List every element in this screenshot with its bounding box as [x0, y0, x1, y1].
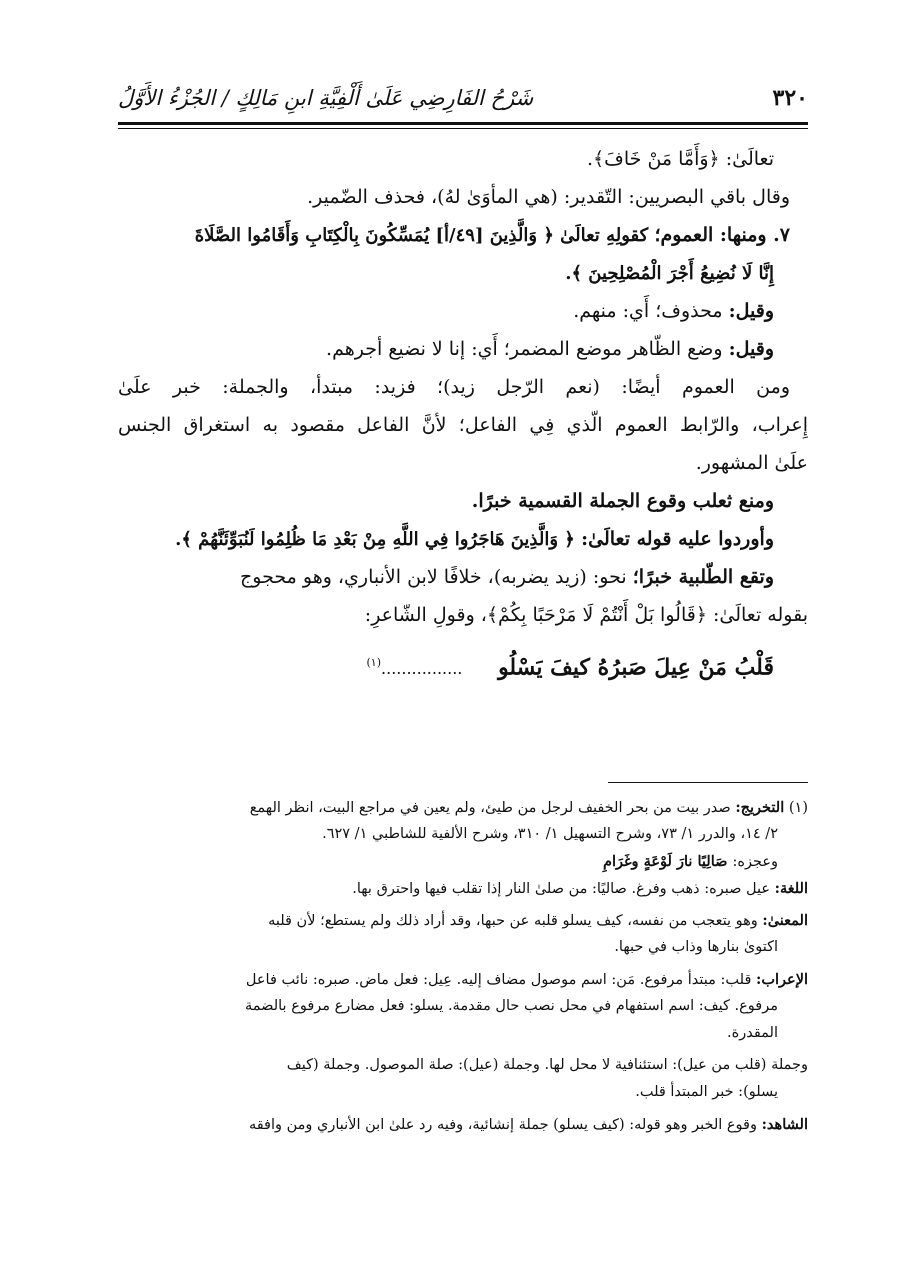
text-line: ٧. ومنها: العموم؛ كقولِهِ تعالَىٰ ﴿ وَالَّذِينَ [٤٩/أ] يُمَسِّكُونَ بِالْكِتَابِ وَأَقَامُوا الصَّلَاةَ — [194, 224, 790, 246]
text-line: إِعراب، والرّابط العموم الّذي فِي الفاعل؛ لأنَّ الفاعل مقصود به استغراق الجنس — [118, 414, 808, 436]
footnote-line: وجملة (قلب من عيل): استئنافية لا محل لها. وجملة (عيل): صلة الموصول. وجملة (كيف — [286, 1057, 808, 1073]
text-line: تعالَىٰ: ﴿وَأَمَّا مَنْ خَافَ﴾. — [587, 148, 774, 170]
footnote-line: الشاهد: وقوع الخبر وهو قوله: (كيف يسلو) جملة إنشائية، وفيه رد علىٰ ابن الأنباري ومن وافقه — [248, 1116, 808, 1133]
poetry-verse — [118, 644, 808, 688]
text-line: إِنَّا لَا نُضِيعُ أَجْرَ الْمُصْلِحِينَ ﴾. — [565, 263, 774, 284]
footnote-line: مرفوع. كيف: اسم استفهام في محل نصب حال مقدمة. يسلو: فعل مضارع مرفوع بالضمة — [244, 998, 778, 1014]
main-text — [118, 140, 808, 688]
text-line: وقال باقي البصريين: التّقدير: (هي المأوَىٰ لهُ)، فحذف الضّمير. — [307, 186, 790, 208]
verse-hemistich: قَلْبُ مَنْ عِيلَ صَبرُهُ كيفَ يَسْلُو — [498, 654, 774, 681]
page-header — [118, 80, 808, 116]
page-number: ٣٢٠ — [772, 85, 808, 111]
footnote-line: المعنىٰ: وهو يتعجب من نفسه، كيف يسلو قلبه عن حبها، وقد أراد ذلك ولم يستطع؛ لأن قلبه — [268, 912, 808, 929]
verse-dots: ................ — [381, 659, 463, 679]
text-line: ومن العموم أيضًا: (نعم الرّجل زيد)؛ فزيد: مبتدأ، والجملة: خبر علَىٰ — [118, 376, 790, 398]
text-line: وقيل: وضع الظّاهر موضع المضمر؛ أَي: إنا لا نضيع أجرهم. — [326, 338, 774, 360]
footnote-line: الإعراب: قلب: مبتدأ مرفوع. مَن: اسم موصول مضاف إليه. عِيل: فعل ماض. صبره: نائب فاعل — [245, 971, 808, 988]
footnote-line: (١) التخريج: صدر بيت من بحر الخفيف لرجل من طيئ، ولم يعين في مراجع البيت، انظر الهمع — [249, 799, 808, 816]
footnote-number: (١) — [788, 800, 808, 816]
text-line: ومنع ثعلب وقوع الجملة القسمية خبرًا. — [471, 490, 774, 512]
footnotes — [118, 794, 808, 1138]
book-page — [118, 70, 808, 1210]
footnote-line: اكتوىٰ بنارها وذاب في حبها. — [614, 939, 778, 955]
header-rule-thin — [118, 128, 808, 129]
running-title: شَرْحُ الفَارِضِي عَلَىٰ أَلْفِيَّةِ ابنِ مَالِكٍ / الجُزْءُ الأَوَّلُ — [118, 86, 534, 110]
text-line: بقوله تعالَىٰ: ﴿قَالُوا بَلْ أَنْتُمْ لَا مَرْحَبًا بِكُمْ﴾، وقولِ الشّاعرِ: — [364, 604, 808, 626]
footnote-line: اللغة: عيل صبره: ذهب وفرغ. صاليًا: من صلىٰ النار إذا تقلب فيها واحترق بها. — [352, 880, 808, 897]
footnote-ref: (١) — [366, 656, 382, 669]
text-line: وقيل: محذوف؛ أَي: منهم. — [573, 300, 774, 322]
footnote-line: يسلو): خبر المبتدأ قلب. — [635, 1084, 778, 1100]
text-line: علَىٰ المشهور. — [695, 452, 808, 474]
text-line: وتقع الطّلبية خبرًا؛ نحو: (زيد يضربه)، خلافًا لابن الأنباري، وهو محجوج — [240, 566, 774, 588]
footnote-line: وعجزه: صَالِيًا نارَ لَوْعَةٍ وغَرَامِ — [602, 853, 778, 870]
text-line: وأوردوا عليه قوله تعالَىٰ: ﴿ وَالَّذِينَ هَاجَرُوا فِي اللَّهِ مِنْ بَعْدِ مَا ظُلِمُوا لَنُبَوِّئَنَّهُمْ ﴾. — [175, 528, 774, 550]
header-rule-thick — [118, 122, 808, 125]
footnote-line: ٢/ ١٤، والدرر ١/ ٧٣، وشرح التسهيل ١/ ٣١٠، وشرح الألفية للشاطبي ١/ ٦٢٧. — [322, 826, 778, 842]
footnote-separator — [608, 782, 808, 783]
footnote-line: المقدرة. — [727, 1025, 778, 1041]
